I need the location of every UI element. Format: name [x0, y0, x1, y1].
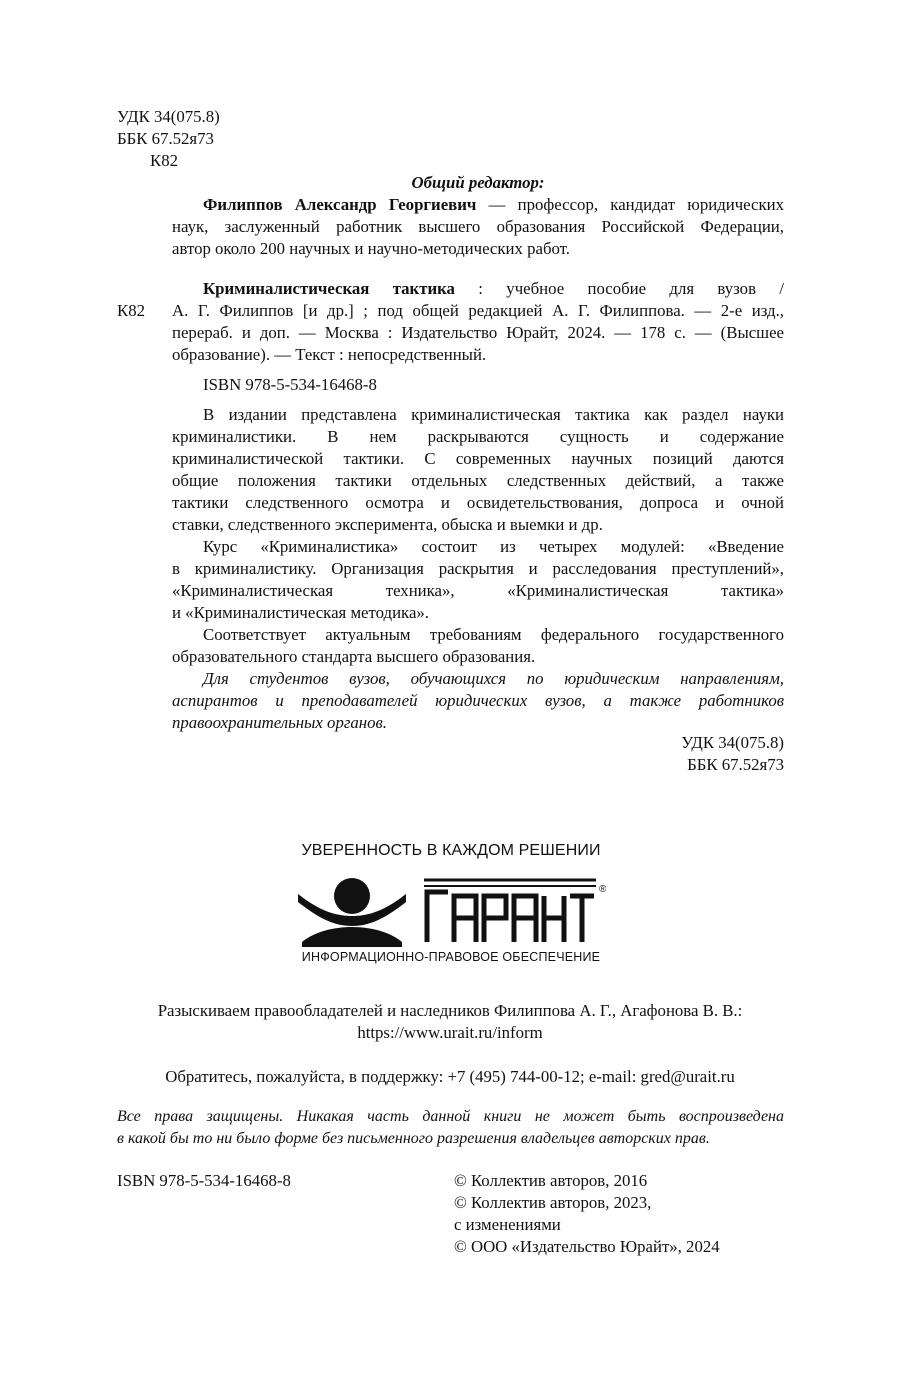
abstract-p4-line-3: правоохранительных органов.	[172, 713, 387, 732]
bib-line-1: Криминалистическая тактика : учебное пособие для вузов /	[203, 279, 784, 298]
bib-isbn: ISBN 978-5-534-16468-8	[203, 375, 377, 394]
bib-line-2: А. Г. Филиппов [и др.] ; под общей редакцией А. Г. Филиппова. — 2-е изд.,	[172, 301, 784, 320]
copyright-4: © ООО «Издательство Юрайт», 2024	[454, 1237, 720, 1256]
bib-line-4: образование). — Текст : непосредственный.	[172, 345, 487, 364]
garant-logo	[296, 872, 606, 952]
abstract-p1-line-6: ставки, следственного эксперимента, обыска и выемки и др.	[172, 515, 603, 534]
abstract-p3-line-1: Соответствует актуальным требованиям федерального государственного	[203, 625, 784, 644]
udk-right: УДК 34(075.8)	[681, 733, 784, 752]
rights-line-2: в какой бы то ни было форме без письменного разрешения владельцев авторских прав.	[117, 1130, 710, 1147]
abstract-p2-line-1: Курс «Криминалистика» состоит из четырех модулей: «Введение	[203, 537, 784, 556]
bib-line-3: перераб. и доп. — Москва : Издательство Юрайт, 2024. — 178 с. — (Высшее	[172, 323, 784, 342]
abstract-p1-line-3: криминалистической тактики. С современных научных позиций даются	[172, 449, 784, 468]
garant-slogan: УВЕРЕННОСТЬ В КАЖДОМ РЕШЕНИИ	[301, 842, 601, 859]
registered-mark: ®	[599, 884, 606, 895]
abstract-p2-line-3: «Криминалистическая техника», «Криминалистическая тактика»	[172, 581, 784, 600]
abstract-p2-line-4: и «Криминалистическая методика».	[172, 603, 429, 622]
isbn-bottom: ISBN 978-5-534-16468-8	[117, 1171, 291, 1190]
inform-url[interactable]: https://www.urait.ru/inform	[357, 1023, 543, 1042]
abstract-p1-line-2: криминалистики. В нем раскрываются сущность и содержание	[172, 427, 784, 446]
abstract-p4-line-2: аспирантов и преподавателей юридических вузов, а также работников	[172, 691, 784, 710]
rights-line-1: Все права защищены. Никакая часть данной книги не может быть воспроизведена	[117, 1108, 784, 1125]
support-contacts: Обратитесь, пожалуйста, в поддержку: +7 (495) 744-00-12; e-mail: gred@urait.ru	[165, 1067, 735, 1086]
editor-heading: Общий редактор:	[411, 173, 545, 192]
garant-emblem-icon	[298, 878, 406, 947]
copyright-2: © Коллектив авторов, 2023,	[454, 1193, 652, 1212]
author-mark: К82	[150, 151, 178, 170]
abstract-p1-line-4: общие положения тактики отдельных следственных действий, а также	[172, 471, 784, 490]
bbk-right: ББК 67.52я73	[687, 755, 784, 774]
abstract-p1-line-1: В издании представлена криминалистическая тактика как раздел науки	[203, 405, 784, 424]
book-title: Криминалистическая тактика	[203, 279, 455, 298]
abstract-p3-line-2: образовательного стандарта высшего образования.	[172, 647, 536, 666]
editor-bio-line-1: Филиппов Александр Георгиевич — профессор, кандидат юридических	[203, 195, 784, 214]
editor-bio-line-3: автор около 200 научных и научно-методических работ.	[172, 239, 570, 258]
editor-name: Филиппов Александр Георгиевич	[203, 195, 477, 214]
abstract-p2-line-2: в криминалистику. Организация раскрытия и расследования преступлений»,	[172, 559, 784, 578]
copyright-1: © Коллектив авторов, 2016	[454, 1171, 648, 1190]
abstract-p1-line-5: тактики следственного осмотра и освидетельствования, допроса и очной	[172, 493, 784, 512]
bbk-code: ББК 67.52я73	[117, 129, 214, 148]
copyright-3: с изменениями	[454, 1215, 561, 1234]
bib-author-mark: К82	[117, 301, 145, 320]
abstract-p4-line-1: Для студентов вузов, обучающихся по юридическим направлениям,	[203, 669, 784, 688]
editor-bio-line-2: наук, заслуженный работник высшего образования Российской Федерации,	[172, 217, 784, 236]
rightsholder-search: Разыскиваем правообладателей и наследников Филиппова А. Г., Агафонова В. В.:	[157, 1001, 743, 1020]
udk-code: УДК 34(075.8)	[117, 107, 220, 126]
garant-wordmark-icon	[424, 880, 596, 942]
garant-tagline: ИНФОРМАЦИОННО-ПРАВОВОЕ ОБЕСПЕЧЕНИЕ	[301, 950, 601, 964]
